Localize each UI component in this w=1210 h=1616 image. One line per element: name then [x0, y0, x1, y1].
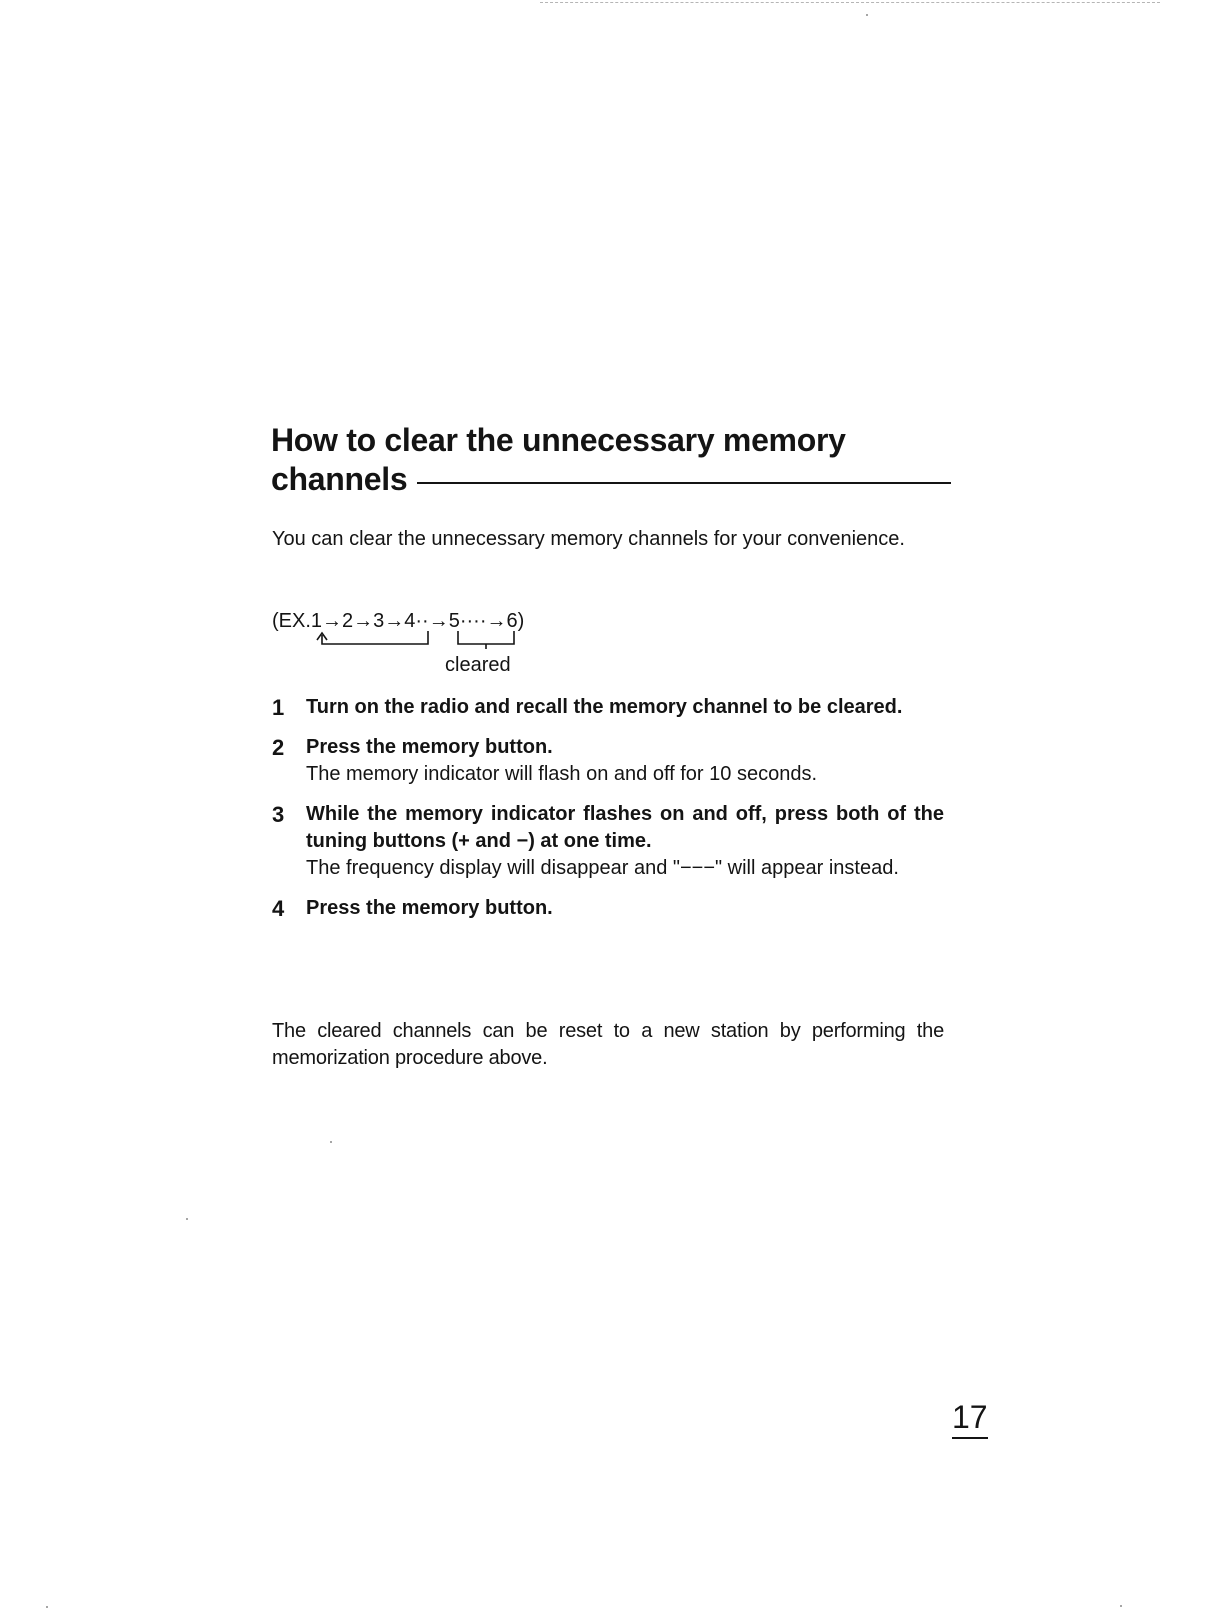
- step-number: 1: [272, 695, 285, 720]
- loop-bracket: [322, 631, 428, 644]
- section-title-line1: How to clear the unnecessary memory: [271, 422, 846, 458]
- page-number: 17: [952, 1398, 988, 1439]
- step-item: [272, 734, 944, 788]
- step-instruction: Press the memory button.: [306, 897, 553, 919]
- title-rule: [417, 482, 951, 484]
- example-sequence: (EX.1→2→3→4··→5····→6): [272, 610, 525, 632]
- step-description: The memory indicator will flash on and off for 10 seconds.: [306, 763, 817, 785]
- example-diagram: [272, 609, 572, 679]
- step-number: 3: [272, 802, 285, 827]
- step-description: The frequency display will disappear and "−−−" will appear instead.: [306, 857, 899, 879]
- section-title-line2-row: [271, 460, 951, 499]
- scan-speck: [46, 1606, 48, 1608]
- cleared-label: cleared: [445, 654, 511, 676]
- top-edge-rule: [540, 2, 1160, 3]
- cleared-bracket: [458, 631, 514, 644]
- section-title: [271, 421, 951, 499]
- step-instruction: Press the memory button.: [306, 736, 553, 758]
- step-item: [272, 694, 944, 721]
- scan-speck: [330, 1141, 332, 1143]
- step-instruction: While the memory indicator flashes on and off, press both of the tuning buttons (+ and −) at one time.: [306, 803, 944, 852]
- intro-paragraph: You can clear the unnecessary memory channels for your convenience.: [272, 528, 905, 550]
- step-number: 4: [272, 896, 285, 921]
- step-item: [272, 801, 944, 882]
- scan-speck: [866, 14, 868, 16]
- example-brackets: [272, 609, 572, 679]
- scan-speck: [1120, 1605, 1122, 1607]
- closing-paragraph: The cleared channels can be reset to a new station by performing the memorization procedure above.: [272, 1020, 944, 1069]
- steps-list: [272, 694, 944, 935]
- scan-speck: [186, 1218, 188, 1220]
- step-instruction: Turn on the radio and recall the memory channel to be cleared.: [306, 696, 903, 718]
- step-number: 2: [272, 735, 285, 760]
- step-item: [272, 895, 944, 922]
- section-title-line2: channels: [271, 461, 408, 497]
